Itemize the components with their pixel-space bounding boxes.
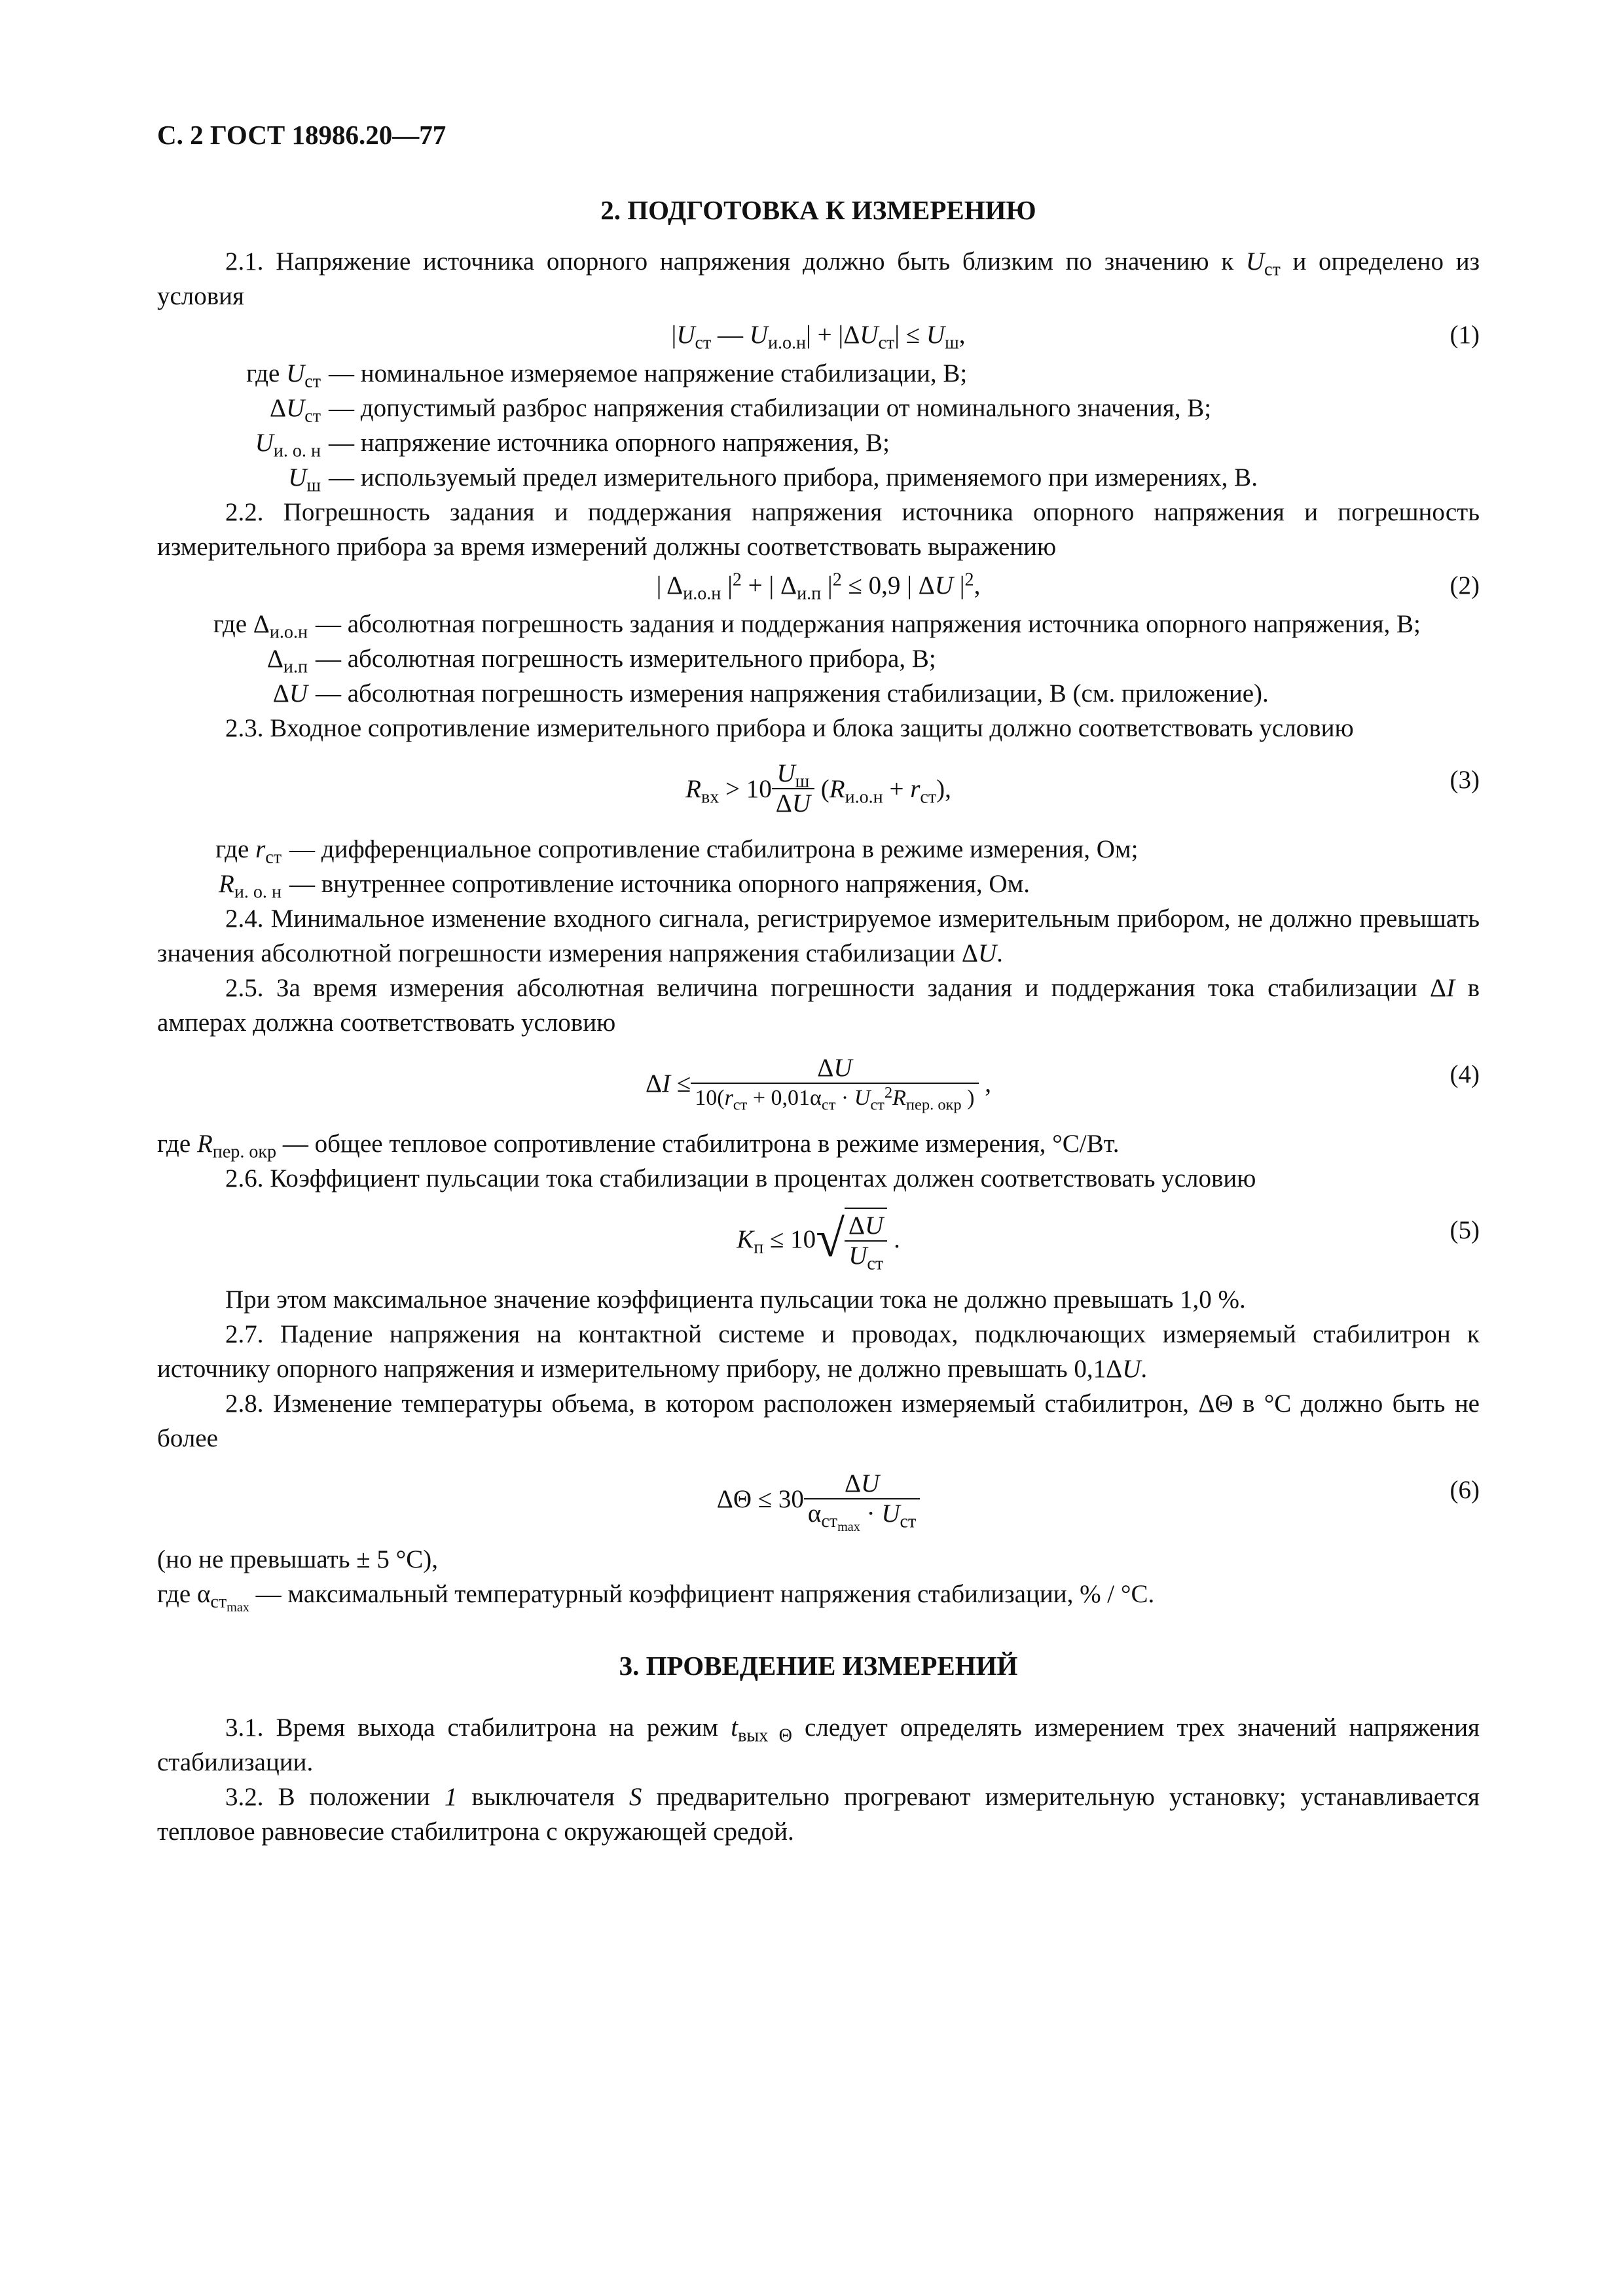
fraction: $\frac{\Delta U}{10(r_{ст} + 0,01\alpha_{ст} \cdot U_{ст}^2R_{пер. окр} )}$: [691, 1054, 978, 1113]
definitions-2: [157, 607, 1480, 711]
paragraph-2-6: 2.6. Коэффициент пульсации тока стабилизации в процентах должен соответствовать условию: [225, 1164, 1256, 1193]
paragraph-2-4: 2.4. Минимальное изменение входного сигнала, регистрируемое измерительным прибором, не должно превышать значения абсолютной погрешности измерения напряжения стабилизации ΔU.: [157, 905, 1480, 967]
definition-row: где $r_{ст}$ — дифференциальное сопротивление стабилитрона в режиме измерения, Ом;: [215, 835, 1139, 868]
formula-2: | $\Delta_{и.о.н}$ $|^2$ + | $\Delta_{и.п}$ $|^2 \le 0,9$ | ΔU $|^2$, (2): [157, 568, 1480, 603]
formula-3-number: (3): [1450, 766, 1480, 794]
formula-3: $R_{вх} > 10$ $\frac{U_ш}{\Delta U}$ $(R_{и.о.н} + r_{ст})$, (3): [685, 759, 1480, 817]
formula-4: ΔI ≤ $\frac{\Delta U}{10(r_{ст} + 0,01\alpha_{ст} \cdot U_{ст}^2R_{пер. окр} )}$ , (4): [645, 1054, 1480, 1114]
paragraph-3-2: 3.2. В положении 1 выключателя S предварительно прогревают измерительную установку; устанавливается тепловое равновесие стабилитрона с окружающей средой.: [157, 1783, 1480, 1846]
paragraph-3-1: 3.1. Время выхода стабилитрона на режим $t_{вых \Theta}$ следует определять измерением трех значений напряжения стабилизации.: [157, 1713, 1480, 1776]
formula-1-number: (1): [1450, 321, 1480, 349]
paragraph-2-1: 2.1. Напряжение источника опорного напряжения должно быть близким по значению к $U_{ст}$ и определено из условия: [157, 247, 1480, 310]
definition-row: $\Delta_{и.п}$ — абсолютная погрешность измерительного прибора, В;: [266, 645, 936, 677]
formula-5: $K_п \le 10$ √ $\frac{\Delta U}{U_{ст}}$ . (5): [157, 1200, 1480, 1278]
formula-5-number: (5): [1450, 1216, 1480, 1244]
paragraph-2-8: 2.8. Изменение температуры объема, в котором расположен измеряемый стабилитрон, ΔΘ в °С должно быть не более: [157, 1390, 1480, 1452]
definition-row: где $U_{ст}$ — номинальное измеряемое напряжение стабилизации, В;: [246, 359, 968, 392]
definition-row: $\Delta U_{ст}$ — допустимый разброс напряжения стабилизации от номинального значения, В;: [270, 394, 1212, 427]
definition-row: $R_{и. о. н}$ — внутреннее сопротивление источника опорного напряжения, Ом.: [219, 870, 1030, 903]
page-header: С. 2 ГОСТ 18986.20—77: [157, 120, 447, 150]
formula-6-number: (6): [1450, 1476, 1480, 1504]
definition-4: где $R_{пер. окр}$ — общее тепловое сопротивление стабилитрона в режиме измерения, °С/Вт.: [157, 1130, 1120, 1162]
definition-row: ΔU — абсолютная погрешность измерения напряжения стабилизации, В (см. приложение).: [272, 679, 1269, 708]
formula-4-number: (4): [1450, 1060, 1480, 1088]
definition-row: $U_ш$ — используемый предел измерительного прибора, применяемого при измерениях, В.: [288, 463, 1258, 496]
definition-row: где $\Delta_{и.о.н}$ — абсолютная погрешность задания и поддержания напряжения источника опорного напряжения, В;: [213, 610, 1421, 643]
paragraph-2-3: 2.3. Входное сопротивление измерительного прибора и блока защиты должно соответствовать условию: [225, 714, 1354, 742]
section-2-title: 2. ПОДГОТОВКА К ИЗМЕРЕНИЮ: [600, 195, 1036, 225]
definitions-1: [157, 356, 1480, 495]
fraction: $\frac{\Delta U}{\alpha_{ст_{max}} \cdot U_{ст}}$: [804, 1469, 920, 1528]
paragraph-2-8-note: (но не превышать ± 5 °С),: [157, 1545, 438, 1573]
formula-6: ΔΘ ≤ 30 $\frac{\Delta U}{\alpha_{ст_{max}} \cdot U_{ст}}$ (6): [716, 1469, 1480, 1535]
definition-6: где $\alpha_{ст_{max}}$ — максимальный температурный коэффициент напряжения стабилизации, % / °С.: [157, 1580, 1155, 1615]
formula-2-number: (2): [1450, 571, 1480, 600]
paragraph-2-7: 2.7. Падение напряжения на контактной системе и проводах, подключающих измеряемый стабилитрон к источнику опорного напряжения и измерительному прибору, не должно превышать 0,1ΔU.: [157, 1320, 1480, 1383]
paragraph-2-5: 2.5. За время измерения абсолютная величина погрешности задания и поддержания тока стабилизации ΔI в амперах должна соответствовать условию: [157, 974, 1480, 1037]
definition-row: $U_{и. о. н}$ — напряжение источника опорного напряжения, В;: [255, 429, 890, 461]
square-root: √ $\frac{\Delta U}{U_{ст}}$: [816, 1208, 887, 1270]
paragraph-2-2: 2.2. Погрешность задания и поддержания напряжения источника опорного напряжения и погрешность измерительного прибора за время измерений должны соответствовать выражению: [157, 498, 1480, 561]
section-3-title: 3. ПРОВЕДЕНИЕ ИЗМЕРЕНИЙ: [619, 1651, 1018, 1681]
paragraph-2-6-note: При этом максимальное значение коэффициента пульсации тока не должно превышать 1,0 %.: [225, 1285, 1246, 1314]
document-page: [157, 118, 1480, 1849]
fraction: $\frac{U_ш}{\Delta U}$: [772, 759, 814, 818]
definitions-3: [157, 832, 1480, 901]
formula-1: $|U_{ст}$ — $U_{и.о.н}| + |\Delta U_{ст}| \le U_ш$, (1): [157, 317, 1480, 352]
